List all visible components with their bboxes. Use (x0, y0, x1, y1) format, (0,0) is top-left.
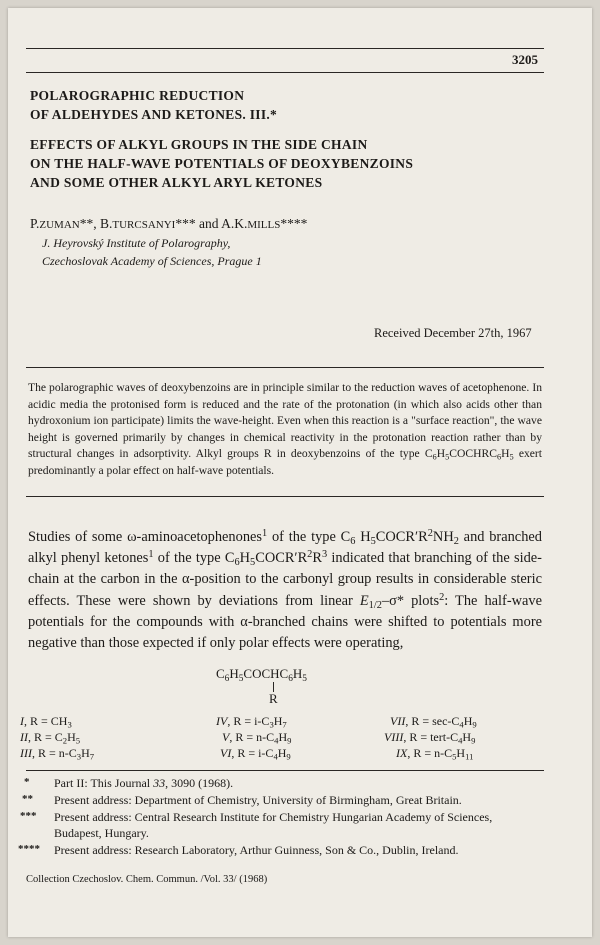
title-line-3: EFFECTS OF ALKYL GROUPS IN THE SIDE CHAIN (30, 137, 368, 152)
journal-page (8, 8, 592, 937)
footnote-2: Present address: Department of Chemistry, University of Birmingham, Great Britain. (54, 793, 462, 807)
compound-V: V, $R = n-C_4H_9$ (222, 730, 292, 746)
affiliation-line-2: Czechoslovak Academy of Sciences, Prague 1 (42, 254, 262, 268)
footnote-mark-4: **** (18, 843, 40, 855)
authors: P.ZUMAN**, B.TURCSANYI*** and A.K.MILLS**** (30, 216, 308, 231)
compound-VI: VI, $R = i-C_4H_9$ (220, 746, 291, 762)
abstract-top-rule (26, 367, 544, 368)
compound-IX: IX, $R = n-C_5H_{11}$ (396, 746, 474, 762)
compound-VII: VII, $R = \sec-C_4H_9$ (390, 714, 477, 730)
structure-substituent: R (269, 691, 278, 706)
footnote-4: Present address: Research Laboratory, Arthur Guinness, Son & Co., Dublin, Ireland. (54, 843, 459, 857)
affiliation-line-1: J. Heyrovský Institute of Polarography, (42, 236, 231, 250)
title-line-2: OF ALDEHYDES AND KETONES. III.* (30, 107, 278, 122)
footnote-mark-1: * (24, 776, 30, 788)
abstract-bottom-rule (26, 496, 544, 497)
footnote-3-cont: Budapest, Hungary. (54, 826, 149, 840)
compound-I: I, $R = CH_3$ (20, 714, 72, 730)
journal-citation: Collection Czechoslov. Chem. Commun. /Vol. 33/ (1968) (26, 874, 268, 885)
title-line-4: ON THE HALF-WAVE POTENTIALS OF DEOXYBENZOINS (30, 156, 414, 171)
title-line-5: AND SOME OTHER ALKYL ARYL KETONES (30, 175, 323, 190)
header-rule (26, 72, 544, 73)
title-line-1: POLAROGRAPHIC REDUCTION (30, 88, 245, 103)
compound-VIII: VIII, R = tert-$C_4H_9$ (384, 730, 476, 746)
footnote-rule (26, 770, 544, 771)
abstract: The polarographic waves of deoxybenzoins are in principle similar to the reduction waves of acetophenone. In acidic media the protonised form is reduced and the rate of the protonation (in which also acids other than hydroxonium ion participate) limits the wave-height. Even when this reaction is a "surface reaction", the wave height is governed primarily by changes in chemical reactivity in the protonation reaction rather than by structural changes in adsorptivity. Alkyl groups R in deoxybenzoins of the type $C_6H_5COCHRC_6H_5$ exert predominantly a polar effect on half-wave potentials. (28, 381, 542, 477)
compound-II: II, $R = C_2H_5$ (20, 730, 81, 746)
compound-III: III, $R = n-C_3H_7$ (20, 746, 95, 762)
footnote-3: Present address: Central Research Institute for Chemistry Hungarian Academy of Sciences, (54, 810, 493, 824)
top-rule (26, 48, 544, 49)
footnote-mark-3: *** (20, 810, 37, 822)
structure-formula: $C_6H_5COCHC_6H_5$ (216, 666, 307, 684)
footnote-1: Part II: This Journal 33, 3090 (1968). (54, 776, 234, 790)
received-date: Received December 27th, 1967 (374, 326, 532, 340)
page-number: 3205 (512, 52, 538, 67)
compound-IV: IV, $R = i-C_3H_7$ (216, 714, 287, 730)
body-paragraph: Studies of some ω-aminoacetophenones$^1$ of the type $C_6$ $H_5COCR'R^2NH_2$ and branched alkyl phenyl ketones$^1$ of the type $C_6H_5COCR'R^2R^3$ indicated that branching of the side-chain at the carbon in the α-position to the carbonyl group results in considerable steric effects. These were shown by deviations from linear $E_{1/2}-\sigma*$ plots$^2$: The half-wave potentials for the compounds with α-branched chains were shifted to potentials more negative than those expected if only polar effects were operating, (28, 527, 542, 652)
footnote-mark-2: ** (22, 793, 33, 805)
